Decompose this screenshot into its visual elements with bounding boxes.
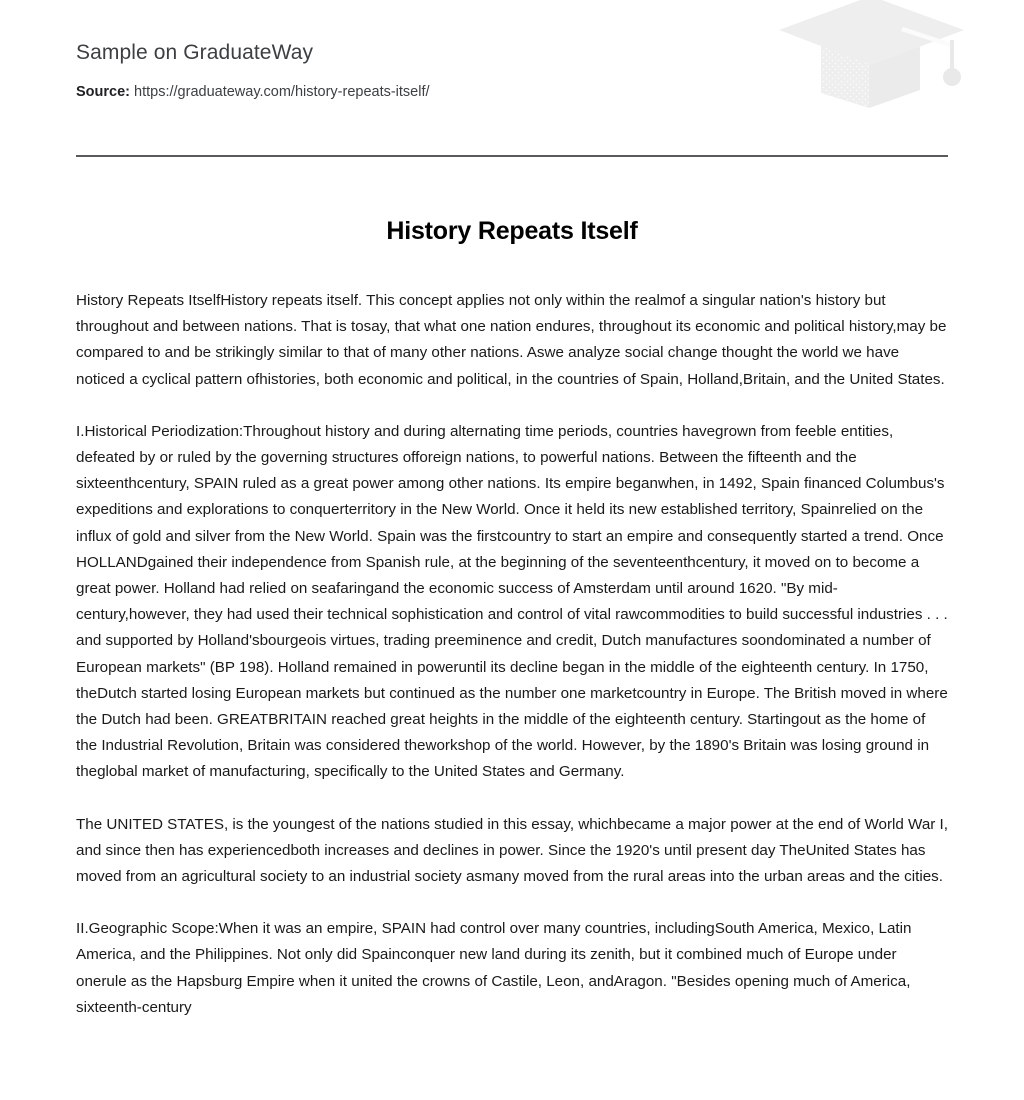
body-paragraph: II.Geographic Scope:When it was an empire, SPAIN had control over many countries, includingSouth America, Mexico, Latin America, and the Philippines. Not only did Spainconquer new land during its zenith, but it combined much of Europe under onerule as the Hapsburg Empire when it united the crowns of Castile, Leon, andAragon. "Besides opening much of America, sixteenth-century [76, 920, 912, 1016]
source-url: https://graduateway.com/history-repeats-itself/ [134, 84, 430, 100]
document-body [76, 288, 948, 1021]
body-paragraph: I.Historical Periodization:Throughout history and during alternating time periods, countries havegrown from feeble entities, defeated by or ruled by the governing structures offoreign nations, to powerful nations. Between the fifteenth and the sixteenthcentury, SPAIN ruled as a great power among other nations. Its empire beganwhen, in 1492, Spain financed Columbus's expeditions and explorations to conquerterritory in the New World. Once it held its new established territory, Spainrelied on the influx of gold and silver from the New World. Spain was the firstcountry to start an empire and consequently started a trend. Once HOLLANDgained their independence from Spanish rule, at the beginning of the seventeenthcentury, it moved on to become a great power. Holland had relied on seafaringand the economic success of Amsterdam until around 1620. "By mid-century,however, they had used their technical sophistication and control of vital rawcommodities to build successful industries . . . and supported by Holland'sbourgeois virtues, trading preeminence and credit, Dutch manufactures soondominated a number of European markets" (BP 198). Holland remained in poweruntil its decline began in the middle of the eighteenth century. In 1750, theDutch started losing European markets but continued as the number one marketcountry in Europe. The British moved in where the Dutch had been. GREATBRITAIN reached great heights in the middle of the eighteenth century. Startingout as the home of the Industrial Revolution, Britain was considered theworkshop of the world. However, by the 1890's Britain was losing ground in theglobal market of manufacturing, specifically to the United States and Germany. [76, 422, 948, 781]
body-paragraph: History Repeats ItselfHistory repeats itself. This concept applies not only within the realmof a singular nation's history but throughout and between nations. That is tosay, that what one nation endures, throughout its economic and political history,may be compared to and be strikingly similar to that of many other nations. Aswe analyze social change thought the world we have noticed a cyclical pattern ofhistories, both economic and political, in the countries of Spain, Holland,Britain, and the United States. [76, 292, 947, 388]
page-header [76, 0, 948, 115]
source-line [76, 82, 948, 102]
page-title: History Repeats Itself [386, 217, 638, 245]
body-paragraph: The UNITED STATES, is the youngest of the nations studied in this essay, whichbecame a major power at the end of World War I, and since then has experiencedboth increases and declines in power. Since the 1920's until present day TheUnited States has moved from an agricultural society to an industrial society asmany moved from the rural areas into the urban areas and the cities. [76, 815, 948, 886]
source-label: Source: [76, 84, 130, 100]
brand-title: Sample on GraduateWay [76, 41, 314, 64]
header-divider [76, 155, 948, 157]
